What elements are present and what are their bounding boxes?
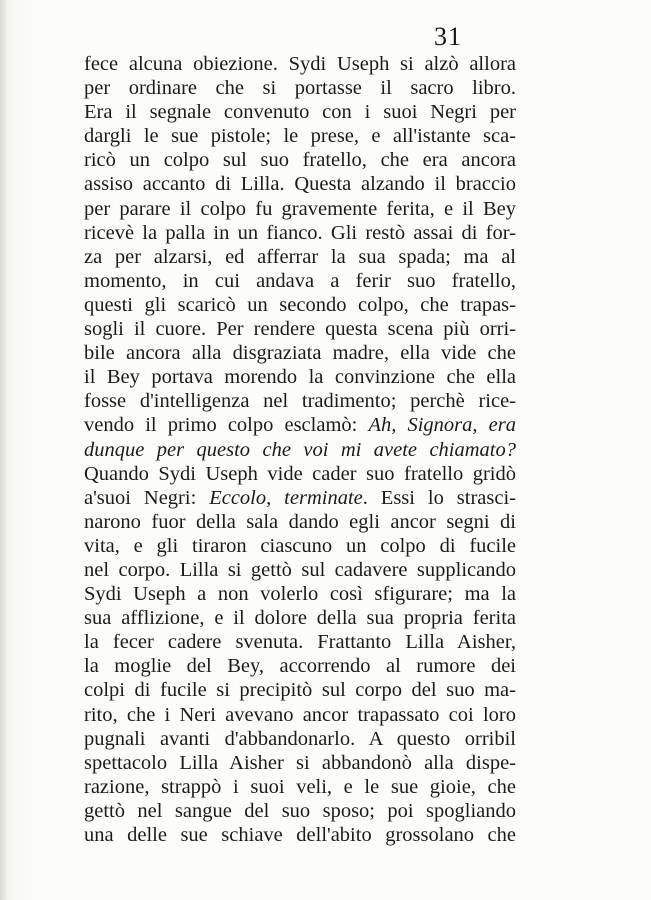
text-segment: per parare il colpo fu gravemente ferita, e il Bey (84, 197, 516, 220)
text-line (84, 245, 516, 269)
text-line (84, 293, 516, 317)
text-line (84, 413, 516, 437)
text-segment: dargli le sue pistole; le prese, e all'istante sca- (84, 125, 516, 148)
text-line (84, 823, 516, 847)
text-segment: narono fuor della sala dando egli ancor segni di (84, 510, 516, 533)
text-segment: fece alcuna obiezione. Sydi Useph si alzò allora (84, 53, 516, 75)
body-text (84, 52, 516, 847)
italic-text: Eccolo, terminate (209, 486, 363, 509)
text-line (84, 558, 516, 582)
text-line (84, 124, 516, 148)
text-line (84, 678, 516, 702)
text-line (84, 317, 516, 341)
text-segment: la fecer cadere svenuta. Frattanto Lilla Aisher, (84, 631, 516, 654)
text-line (84, 365, 516, 389)
text-line (84, 534, 516, 558)
text-segment: spettacolo Lilla Aisher si abbandonò alla dispe- (84, 751, 516, 774)
text-segment: ricevè la palla in un fianco. Gli restò assai di for- (84, 221, 516, 244)
text-line (84, 582, 516, 606)
text-segment: colpi di fucile si precipitò sul corpo del suo ma- (84, 679, 516, 702)
text-segment: a'suoi Negri: (84, 486, 210, 509)
text-segment: la moglie del Bey, accorrendo al rumore dei (84, 655, 516, 678)
text-segment: pugnali avanti d'abbandonarlo. A questo orribil (84, 727, 516, 750)
text-segment: assiso accanto di Lilla. Questa alzando il braccio (84, 173, 516, 196)
text-line (84, 486, 516, 510)
text-segment: vita, e gli tiraron ciascuno un colpo di fucile (84, 534, 516, 557)
text-segment: nel corpo. Lilla si gettò sul cadavere supplicando (84, 558, 516, 581)
text-segment: bile ancora alla disgraziata madre, ella vide che (84, 342, 516, 365)
text-segment: momento, in cui andava a ferir suo fratello, (84, 269, 516, 292)
text-segment: il Bey portava morendo la convinzione che ella (84, 366, 516, 389)
text-segment: rito, che i Neri avevano ancor trapassato coi loro (84, 703, 516, 726)
text-line (84, 52, 516, 76)
text-line (84, 630, 516, 654)
text-line (84, 727, 516, 751)
text-segment: sogli il cuore. Per rendere questa scena più orri- (84, 318, 516, 341)
text-segment: Quando Sydi Useph vide cader suo fratello gridò (84, 462, 516, 485)
page-number: 31 (434, 22, 462, 51)
text-line (84, 654, 516, 678)
text-line (84, 389, 516, 413)
text-segment: sua afflizione, e il dolore della sua propria ferita (84, 607, 516, 630)
text-line (84, 510, 516, 534)
text-segment: Sydi Useph a non volerlo così sfigurare; ma la (84, 583, 516, 606)
text-line (84, 703, 516, 727)
text-segment: ricò un colpo sul suo fratello, che era ancora (84, 149, 516, 172)
text-line (84, 775, 516, 799)
text-segment: vendo il primo colpo esclamò: (84, 414, 369, 437)
text-line (84, 462, 516, 486)
text-segment: Era il segnale convenuto con i suoi Negri per (84, 101, 516, 124)
text-segment: per ordinare che si portasse il sacro libro. (84, 77, 516, 100)
text-line (84, 148, 516, 172)
italic-text: dunque per questo che voi mi avete chiamato? (84, 438, 516, 461)
text-segment: gettò nel sangue del suo sposo; poi spogliando (84, 799, 516, 822)
text-line (84, 100, 516, 124)
text-line (84, 221, 516, 245)
text-segment: una delle sue schiave dell'abito grossolano che (84, 824, 516, 846)
text-segment: za per alzarsi, ed afferrar la sua spada; ma al (84, 245, 516, 268)
text-line (84, 197, 516, 221)
text-line (84, 76, 516, 100)
text-line (84, 751, 516, 775)
text-segment: fosse d'intelligenza nel tradimento; perchè rice- (84, 390, 516, 413)
text-segment: questi gli scaricò un secondo colpo, che trapas- (84, 293, 516, 316)
text-line (84, 438, 516, 462)
text-line (84, 799, 516, 823)
text-segment: razione, strappò i suoi veli, e le sue gioie, che (84, 775, 516, 798)
text-line (84, 172, 516, 196)
text-line (84, 269, 516, 293)
text-segment: . Essi lo strasci- (362, 486, 516, 509)
italic-text: Ah, Signora, era (368, 414, 516, 437)
text-line (84, 606, 516, 630)
text-line (84, 341, 516, 365)
page-edge-shadow (0, 0, 8, 900)
